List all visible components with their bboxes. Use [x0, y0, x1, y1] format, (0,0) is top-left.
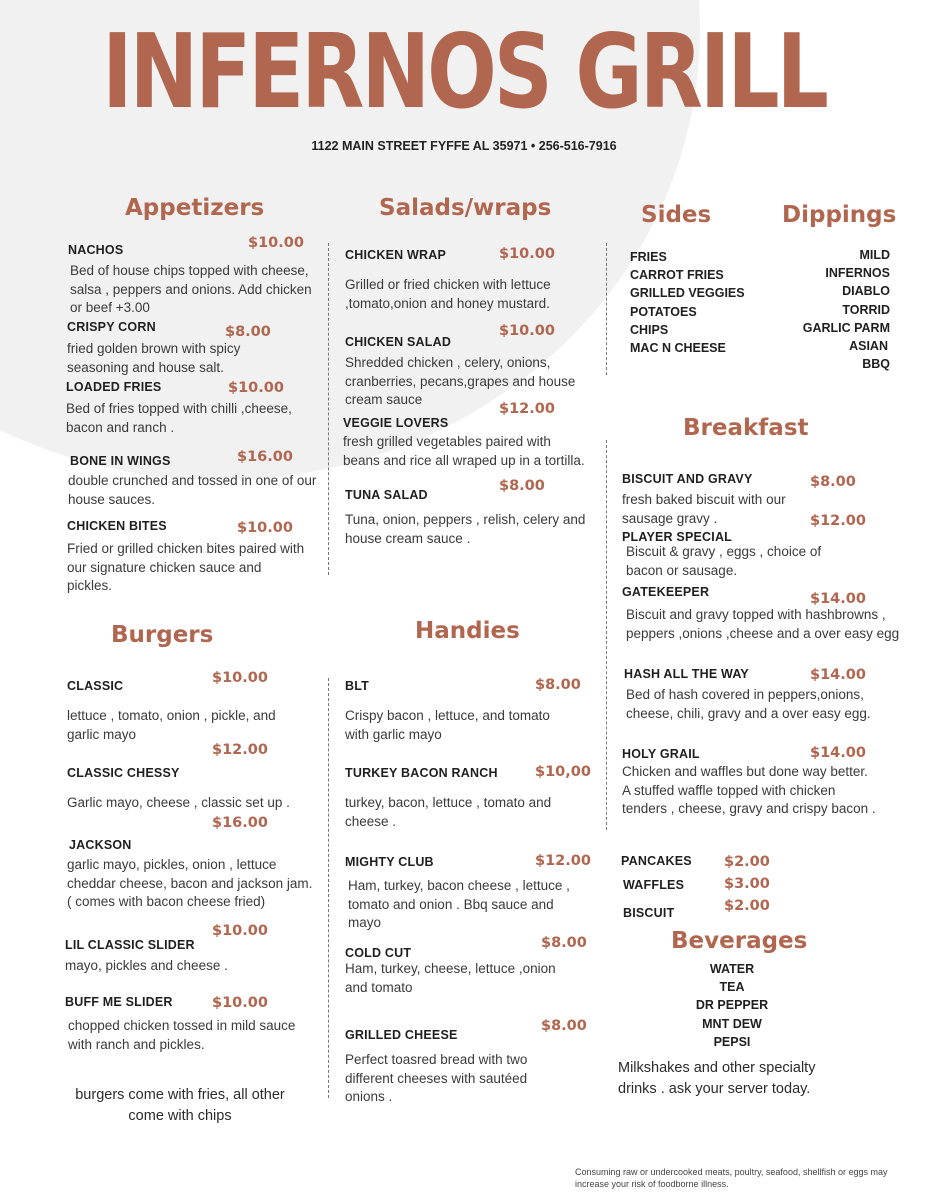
- breakfast-heading: Breakfast: [683, 415, 809, 441]
- item-price: $14.00: [810, 667, 866, 683]
- divider-salads-sides: [606, 243, 607, 375]
- item-description: Fried or grilled chicken bites paired with our signature chicken sauce and pickles.: [67, 541, 305, 594]
- item-description: turkey, bacon, lettuce , tomato and cheese .: [345, 795, 552, 829]
- beverages-heading: Beverages: [671, 928, 808, 954]
- item-price: $8.00: [225, 324, 271, 340]
- side-item: FRIES: [630, 250, 667, 264]
- item-description: Bed of hash covered in peppers,onions, cheese, chili, gravy and a over easy egg.: [626, 687, 871, 721]
- item-price: $8.00: [541, 1018, 587, 1034]
- item-description: Bed of fries topped with chilli ,cheese, bacon and ranch .: [66, 401, 292, 435]
- address-line: 1122 MAIN STREET FYFFE AL 35971 • 256-516-7916: [311, 139, 617, 153]
- item-description: Bed of house chips topped with cheese, salsa , peppers and onions. Add chicken or beef +3.00: [70, 263, 312, 316]
- item-price: $12.00: [499, 401, 555, 417]
- dippings-heading: Dippings: [782, 202, 897, 228]
- dipping-item: TORRID: [842, 302, 890, 317]
- item-description: mayo, pickles and cheese .: [65, 958, 228, 973]
- item-description: Garlic mayo, cheese , classic set up .: [67, 795, 290, 810]
- item-price: $16.00: [237, 449, 293, 465]
- item-price: $10.00: [499, 323, 555, 339]
- beverage-item: MNT DEW: [702, 1016, 762, 1031]
- divider-handies-breakfast: [606, 440, 607, 830]
- item-price: $10.00: [212, 923, 268, 939]
- dipping-item: INFERNOS: [825, 266, 890, 281]
- item-name: CHICKEN SALAD: [345, 335, 452, 349]
- item-description: Shredded chicken , celery, onions, cranberries, pecans,grapes and house cream sauce: [345, 355, 576, 408]
- item-name: BONE IN WINGS: [70, 454, 171, 468]
- item-description: Biscuit & gravy , eggs , choice of bacon or sausage.: [626, 544, 822, 578]
- item-description: chopped chicken tossed in mild sauce with ranch and pickles.: [68, 1018, 296, 1052]
- beverage-item: WATER: [709, 962, 755, 976]
- item-description: Chicken and waffles but done way better. A stuffed waffle topped with chicken tenders , cheese, gravy and crispy bacon .: [622, 764, 876, 817]
- item-description: Perfect toasred bread with two different cheeses with sautéed onions .: [345, 1052, 528, 1105]
- item-price: $10.00: [499, 246, 555, 262]
- dipping-item: ASIAN: [849, 339, 888, 354]
- beverage-item: TEA: [719, 980, 745, 995]
- dippings-list: [803, 246, 890, 373]
- beverage-item: PEPSI: [713, 1034, 751, 1049]
- item-name: BUFF ME SLIDER: [65, 995, 173, 1009]
- item-description: Grilled or fried chicken with lettuce ,tomato,onion and honey mustard.: [345, 277, 551, 311]
- item-name: CHICKEN WRAP: [345, 248, 447, 262]
- burgers-note: burgers come with fries, all other come with chips: [75, 1087, 285, 1124]
- item-description: Tuna, onion, peppers , relish, celery and house cream sauce .: [345, 512, 586, 546]
- item-price: $10.00: [228, 380, 284, 396]
- divider-appetizers-salads: [328, 243, 329, 575]
- beverage-item: DR PEPPER: [695, 998, 769, 1013]
- item-name: BISCUIT AND GRAVY: [622, 472, 753, 486]
- restaurant-title: INFERNOS GRILL: [102, 13, 826, 132]
- salads-heading: Salads/wraps: [379, 195, 552, 221]
- item-name: LIL CLASSIC SLIDER: [65, 938, 195, 952]
- item-description: Ham, turkey, bacon cheese , lettuce , tomato and onion . Bbq sauce and mayo: [348, 878, 570, 931]
- item-name: COLD CUT: [345, 946, 412, 960]
- item-name: BISCUIT: [623, 906, 675, 920]
- item-price: $10.00: [212, 995, 268, 1011]
- item-price: $8.00: [535, 677, 581, 693]
- dipping-item: BBQ: [862, 357, 890, 372]
- item-name: CHICKEN BITES: [67, 519, 167, 533]
- item-price: $8.00: [810, 474, 856, 490]
- item-price: $10,00: [535, 764, 591, 780]
- item-price: $10.00: [237, 520, 293, 536]
- side-item: GRILLED VEGGIES: [630, 286, 745, 301]
- item-description: fresh baked biscuit with our sausage gravy .: [622, 492, 786, 526]
- item-name: PANCAKES: [621, 854, 692, 868]
- side-item: CHIPS: [630, 322, 669, 337]
- item-description: Biscuit and gravy topped with hashbrowns , peppers ,onions ,cheese and a over easy egg: [626, 607, 900, 641]
- side-item: MAC N CHEESE: [630, 341, 726, 356]
- item-description: garlic mayo, pickles, onion , lettuce cheddar cheese, bacon and jackson jam. ( comes with bacon cheese fried): [67, 857, 313, 910]
- item-name: HASH ALL THE WAY: [624, 667, 749, 681]
- item-name: CRISPY CORN: [67, 320, 156, 334]
- item-name: LOADED FRIES: [66, 380, 162, 394]
- dipping-item: MILD: [859, 248, 890, 262]
- item-price: $3.00: [724, 876, 770, 892]
- item-description: Crispy bacon , lettuce, and tomato with garlic mayo: [345, 708, 550, 742]
- beverages-list: [672, 960, 792, 1051]
- item-description: Ham, turkey, cheese, lettuce ,onion and tomato: [345, 961, 556, 995]
- food-safety-disclaimer: Consuming raw or undercooked meats, poultry, seafood, shellfish or eggs may increase your risk of foodborne illness.: [575, 1167, 888, 1189]
- item-name: GATEKEEPER: [622, 585, 710, 599]
- appetizers-heading: Appetizers: [125, 195, 265, 221]
- item-price: $14.00: [810, 745, 866, 761]
- item-name: TUNA SALAD: [345, 488, 428, 502]
- item-name: JACKSON: [69, 838, 132, 852]
- item-price: $14.00: [810, 591, 866, 607]
- divider-burgers-handies: [328, 678, 329, 1098]
- beverages-note: Milkshakes and other specialty drinks . ask your server today.: [618, 1060, 816, 1097]
- item-price: $2.00: [724, 854, 770, 870]
- item-price: $10.00: [212, 670, 268, 686]
- item-name: PLAYER SPECIAL: [622, 530, 733, 544]
- item-name: CLASSIC: [67, 679, 124, 693]
- item-name: VEGGIE LOVERS: [343, 416, 449, 430]
- item-name: WAFFLES: [623, 878, 685, 892]
- item-name: NACHOS: [68, 243, 124, 257]
- item-name: HOLY GRAIL: [622, 747, 700, 761]
- sides-heading: Sides: [641, 202, 712, 228]
- item-price: $2.00: [724, 898, 770, 914]
- item-name: GRILLED CHEESE: [345, 1028, 458, 1042]
- item-description: double crunched and tossed in one of our house sauces.: [68, 473, 317, 507]
- item-price: $12.00: [810, 513, 866, 529]
- item-price: $8.00: [541, 935, 587, 951]
- item-name: CLASSIC CHESSY: [67, 766, 180, 780]
- dipping-item: DIABLO: [842, 284, 890, 299]
- item-description: lettuce , tomato, onion , pickle, and garlic mayo: [67, 708, 276, 742]
- item-name: MIGHTY CLUB: [345, 855, 434, 869]
- item-price: $8.00: [499, 478, 545, 494]
- burgers-heading: Burgers: [111, 622, 214, 648]
- handies-heading: Handies: [415, 618, 520, 644]
- item-price: $12.00: [535, 853, 591, 869]
- side-item: CARROT FRIES: [630, 268, 724, 283]
- dipping-item: GARLIC PARM: [802, 320, 890, 335]
- item-price: $12.00: [212, 742, 268, 758]
- item-description: fried golden brown with spicy seasoning and house salt.: [67, 341, 241, 375]
- item-price: $10.00: [248, 235, 304, 251]
- item-description: fresh grilled vegetables paired with beans and rice all wraped up in a tortilla.: [343, 434, 585, 468]
- sides-list: [630, 248, 745, 357]
- item-price: $16.00: [212, 815, 268, 831]
- item-name: TURKEY BACON RANCH: [345, 766, 498, 780]
- side-item: POTATOES: [630, 304, 697, 319]
- item-name: BLT: [345, 679, 369, 693]
